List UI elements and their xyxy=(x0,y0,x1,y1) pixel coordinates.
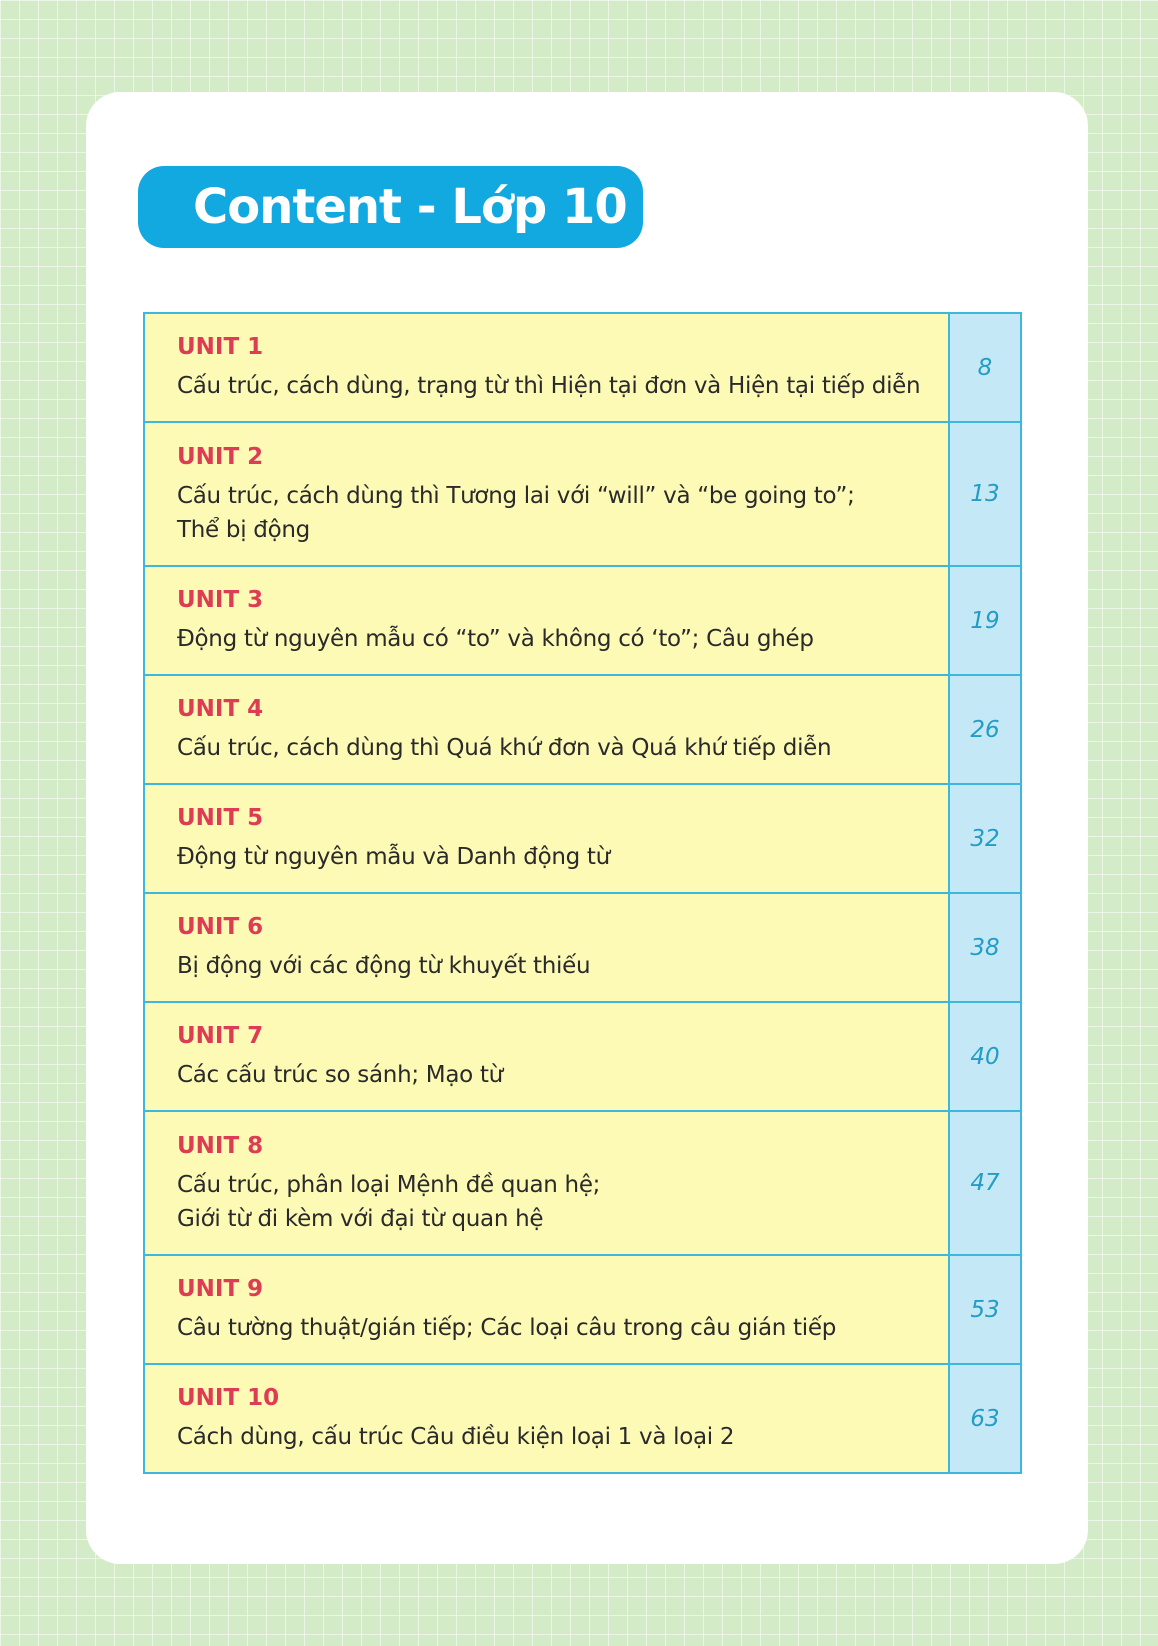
toc-entry xyxy=(144,1255,949,1364)
toc-row[interactable] xyxy=(144,566,1021,675)
unit-description xyxy=(177,1168,928,1236)
unit-description xyxy=(177,479,928,547)
unit-label: UNIT 7 xyxy=(177,1023,264,1049)
unit-label: UNIT 9 xyxy=(177,1276,264,1302)
page-number[interactable]: 40 xyxy=(949,1002,1021,1111)
toc-entry xyxy=(144,1364,949,1473)
description-line: Cách dùng, cấu trúc Câu điều kiện loại 1 và loại 2 xyxy=(177,1424,735,1450)
page-number[interactable]: 47 xyxy=(949,1111,1021,1255)
table-of-contents xyxy=(143,312,1022,1474)
description-line: Thể bị động xyxy=(177,516,310,543)
unit-label: UNIT 1 xyxy=(177,334,264,360)
description-line: Giới từ đi kèm với đại từ quan hệ xyxy=(177,1205,544,1232)
title-banner xyxy=(138,166,643,248)
toc-row[interactable] xyxy=(144,313,1021,422)
unit-description xyxy=(177,1311,928,1345)
unit-description xyxy=(177,731,928,765)
unit-label: UNIT 8 xyxy=(177,1132,264,1159)
unit-label: UNIT 5 xyxy=(177,805,264,831)
description-line: Cấu trúc, cách dùng, trạng từ thì Hiện tại đơn và Hiện tại tiếp diễn xyxy=(177,373,921,399)
toc-row[interactable] xyxy=(144,422,1021,566)
toc-row[interactable] xyxy=(144,1364,1021,1473)
page-number[interactable]: 8 xyxy=(949,313,1021,422)
toc-row[interactable] xyxy=(144,675,1021,784)
description-line: Cấu trúc, cách dùng thì Tương lai với “will” và “be going to”; xyxy=(177,482,855,509)
toc-entry xyxy=(144,893,949,1002)
page-number[interactable]: 32 xyxy=(949,784,1021,893)
toc-row[interactable] xyxy=(144,784,1021,893)
unit-description xyxy=(177,1420,928,1454)
toc-row[interactable] xyxy=(144,1002,1021,1111)
toc-entry xyxy=(144,422,949,566)
toc-entry xyxy=(144,1002,949,1111)
toc-row[interactable] xyxy=(144,1255,1021,1364)
unit-description xyxy=(177,369,928,403)
toc-row[interactable] xyxy=(144,1111,1021,1255)
toc-entry xyxy=(144,313,949,422)
unit-description xyxy=(177,1058,928,1092)
page-number[interactable]: 19 xyxy=(949,566,1021,675)
unit-label: UNIT 4 xyxy=(177,696,264,722)
toc-entry xyxy=(144,1111,949,1255)
page-number[interactable]: 53 xyxy=(949,1255,1021,1364)
page-number[interactable]: 63 xyxy=(949,1364,1021,1473)
page-number[interactable]: 13 xyxy=(949,422,1021,566)
toc-entry xyxy=(144,784,949,893)
content-card xyxy=(86,92,1088,1564)
description-line: Động từ nguyên mẫu có “to” và không có ‘to”; Câu ghép xyxy=(177,626,814,652)
unit-description xyxy=(177,840,928,874)
toc-row[interactable] xyxy=(144,893,1021,1002)
description-line: Cấu trúc, cách dùng thì Quá khứ đơn và Quá khứ tiếp diễn xyxy=(177,735,832,761)
page-number[interactable]: 26 xyxy=(949,675,1021,784)
description-line: Câu tường thuật/gián tiếp; Các loại câu trong câu gián tiếp xyxy=(177,1315,837,1341)
description-line: Cấu trúc, phân loại Mệnh đề quan hệ; xyxy=(177,1171,601,1198)
unit-label: UNIT 3 xyxy=(177,587,264,613)
unit-label: UNIT 6 xyxy=(177,914,264,940)
description-line: Bị động với các động từ khuyết thiếu xyxy=(177,953,591,979)
toc-entry xyxy=(144,675,949,784)
toc-entry xyxy=(144,566,949,675)
unit-description xyxy=(177,622,928,656)
page-number[interactable]: 38 xyxy=(949,893,1021,1002)
description-line: Các cấu trúc so sánh; Mạo từ xyxy=(177,1062,503,1088)
description-line: Động từ nguyên mẫu và Danh động từ xyxy=(177,844,610,870)
unit-label: UNIT 10 xyxy=(177,1385,280,1411)
unit-description xyxy=(177,949,928,983)
unit-label: UNIT 2 xyxy=(177,443,264,470)
page-title: Content - Lớp 10 xyxy=(193,179,627,235)
